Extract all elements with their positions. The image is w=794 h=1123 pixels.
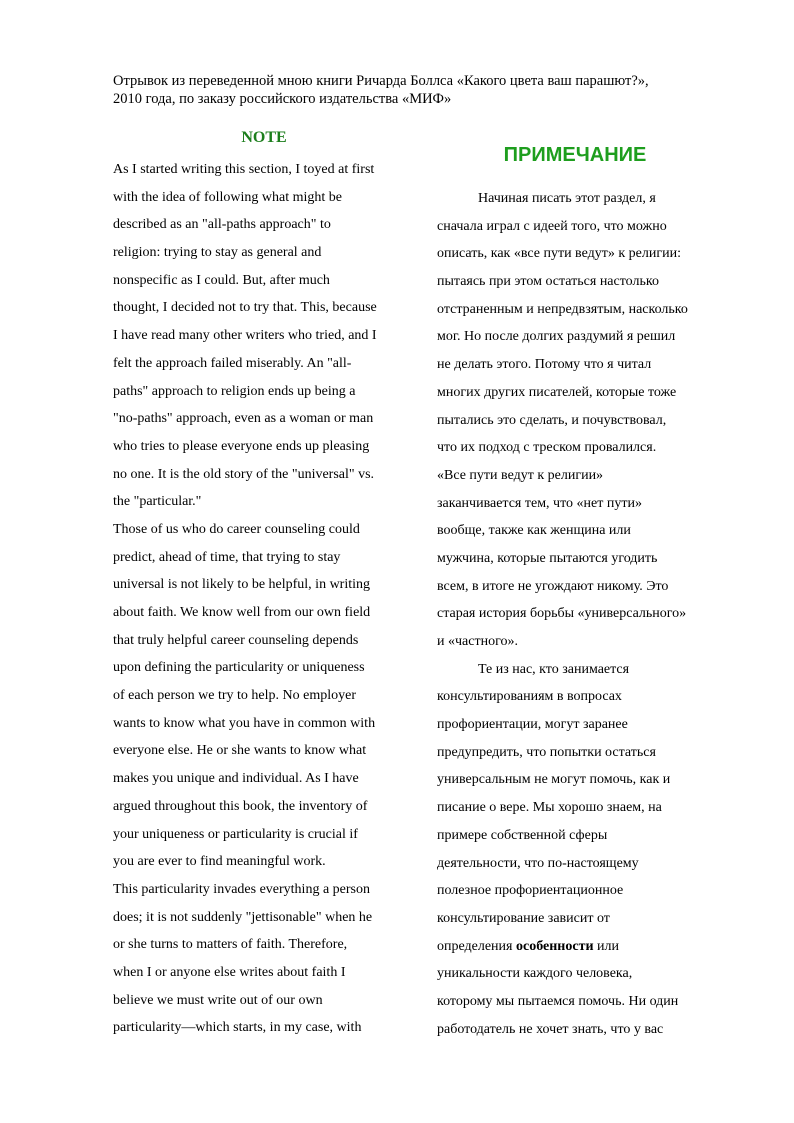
text-line: This particularity invades everything a person xyxy=(113,881,370,897)
text-line: that truly helpful career counseling depends xyxy=(113,632,359,648)
text-segment: или xyxy=(593,938,620,954)
text-line: felt the approach failed miserably. An "all- xyxy=(113,355,352,371)
primechanie-heading: ПРИМЕЧАНИЕ xyxy=(503,144,647,166)
text-line: of each person we try to help. No employer xyxy=(113,688,356,704)
text-line: believe we must write out of our own xyxy=(113,992,323,1008)
text-line: does; it is not suddenly "jettisonable" when he xyxy=(113,909,373,925)
text-line: заканчивается тем, что «нет пути» xyxy=(437,495,642,511)
text-line: работодатель не хочет знать, что у вас xyxy=(437,1021,664,1037)
text-line: консультированиям в вопросах xyxy=(437,689,622,705)
text-line: the "particular." xyxy=(113,494,202,510)
text-line: пытаясь при этом остаться настолько xyxy=(437,274,659,290)
note-heading: NOTE xyxy=(241,129,287,146)
text-line: upon defining the particularity or uniqueness xyxy=(113,660,365,676)
text-line: described as an "all-paths approach" to xyxy=(113,217,331,233)
two-column-layout xyxy=(113,129,794,1043)
text-line: with the idea of following what might be xyxy=(113,189,343,205)
text-segment: определения xyxy=(437,938,516,954)
text-line: Те из нас, кто занимается xyxy=(478,661,630,677)
russian-text-body xyxy=(437,185,713,1043)
text-line: "no-paths" approach, even as a woman or man xyxy=(113,411,374,427)
text-line: everyone else. He or she wants to know what xyxy=(113,743,367,759)
text-line xyxy=(437,933,713,961)
text-line: предупредить, что попытки остаться xyxy=(437,744,656,760)
text-line: or she turns to matters of faith. Therefore, xyxy=(113,937,348,953)
text-line: деятельности, что по-настоящему xyxy=(437,855,639,871)
text-line: не делать этого. Потому что я читал xyxy=(437,357,652,373)
text-line: универсальным не могут помочь, как и xyxy=(437,772,671,788)
text-line: что их подход с треском провалился. xyxy=(437,440,657,456)
text-line: мог. Но после долгих раздумий я решил xyxy=(437,329,676,345)
text-line: вообще, также как женщина или xyxy=(437,523,631,539)
text-line: «Все пути ведут к религии» xyxy=(437,467,604,483)
intro-paragraph xyxy=(113,72,794,108)
text-line: которому мы пытаемся помочь. Ни один xyxy=(437,993,679,1009)
text-line: многих других писателей, которые тоже xyxy=(437,384,677,400)
english-text-body xyxy=(113,156,415,1042)
text-line: Начиная писать этот раздел, я xyxy=(478,191,656,206)
text-line: консультирование зависит от xyxy=(437,910,610,926)
text-line: писание о вере. Мы хорошо знаем, на xyxy=(437,800,662,816)
left-column-english xyxy=(113,129,415,1043)
text-line: профориентации, могут заранее xyxy=(437,717,628,733)
text-line: who tries to please everyone ends up pleasing xyxy=(113,438,370,454)
text-line: about faith. We know well from our own field xyxy=(113,605,371,620)
bold-text-segment: особенности xyxy=(515,938,594,954)
text-line: your uniqueness or particularity is crucial if xyxy=(113,826,358,842)
text-line: мужчина, которые пытаются угодить xyxy=(437,550,658,566)
text-line: сначала играл с идеей того, что можно xyxy=(437,218,667,234)
text-line: уникальности каждого человека, xyxy=(437,966,633,982)
text-line: As I started writing this section, I toyed at first xyxy=(113,162,375,177)
text-line: всем, в итоге не угождают никому. Это xyxy=(437,578,669,594)
text-line: makes you unique and individual. As I have xyxy=(113,771,359,787)
text-line: argued throughout this book, the inventory of xyxy=(113,798,368,814)
text-line: religion: trying to stay as general and xyxy=(113,245,322,261)
text-line: when I or anyone else writes about faith I xyxy=(113,964,346,980)
text-line: Those of us who do career counseling could xyxy=(113,521,360,537)
text-line: universal is not likely to be helpful, in writing xyxy=(113,577,371,593)
text-line: старая история борьбы «универсального» xyxy=(437,606,687,622)
text-line: no one. It is the old story of the "universal" vs. xyxy=(113,466,375,482)
text-line: nonspecific as I could. But, after much xyxy=(113,272,330,288)
intro-line: Отрывок из переведенной мною книги Ричарда Боллса «Какого цвета ваш парашют?», xyxy=(113,73,649,89)
text-line: пытались это сделать, и почувствовал, xyxy=(437,412,667,428)
text-line: и «частного». xyxy=(437,634,518,649)
text-line: полезное профориентационное xyxy=(437,883,624,899)
text-line: predict, ahead of time, that trying to stay xyxy=(113,549,341,565)
text-line: particularity—which starts, in my case, with xyxy=(113,1020,362,1036)
text-line: примере собственной сферы xyxy=(437,827,608,843)
text-line: отстраненным и непредвзятым, насколько xyxy=(437,301,688,317)
text-line: thought, I decided not to try that. This, because xyxy=(113,300,377,316)
text-line: I have read many other writers who tried, and I xyxy=(113,328,377,344)
text-line: описать, как «все пути ведут» к религии: xyxy=(437,246,681,262)
intro-line: 2010 года, по заказу российского издательства «МИФ» xyxy=(113,91,452,107)
right-column-russian xyxy=(437,129,713,1043)
text-line: paths" approach to religion ends up being a xyxy=(113,383,356,399)
text-line: wants to know what you have in common with xyxy=(113,715,376,731)
text-line: you are ever to find meaningful work. xyxy=(113,854,326,870)
